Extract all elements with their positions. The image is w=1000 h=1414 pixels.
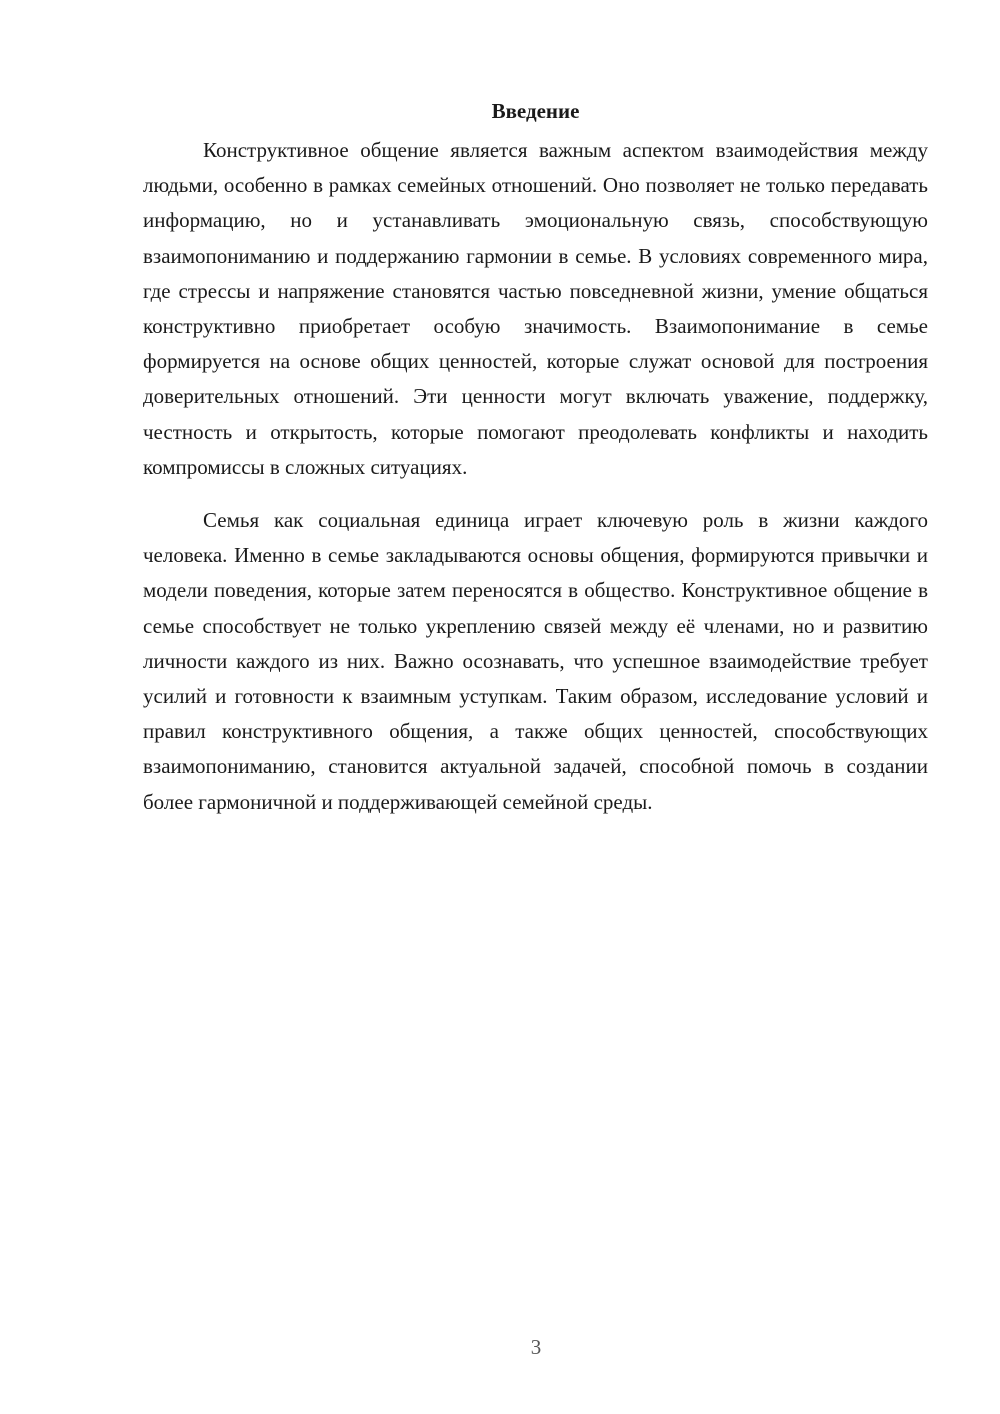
paragraph-1: Конструктивное общение является важным аспектом взаимодействия между людьми, особенно в рамках семейных отношений. Оно позволяет не только передавать информацию, но и устанавливать эмоциональную связь, способствующую взаимопониманию и поддержанию гармонии в семье. В условиях современного мира, где стрессы и напряжение становятся частью повседневной жизни, умение общаться конструктивно приобретает особую значимость. Взаимопонимание в семье формируется на основе общих ценностей, которые служат основой для построения доверительных отношений. Эти ценности могут включать уважение, поддержку, честность и открытость, которые помогают преодолевать конфликты и находить компромиссы в сложных ситуациях. [143, 138, 928, 479]
section-heading: Введение [491, 99, 580, 123]
page-number: 3 [530, 1335, 542, 1359]
paragraph-2: Семья как социальная единица играет ключевую роль в жизни каждого человека. Именно в семье закладываются основы общения, формируются привычки и модели поведения, которые затем переносятся в общество. Конструктивное общение в семье способствует не только укреплению связей между её членами, но и развитию личности каждого из них. Важно осознавать, что успешное взаимодействие требует усилий и готовности к взаимным уступкам. Таким образом, исследование условий и правил конструктивного общения, а также общих ценностей, способствующих взаимопониманию, становится актуальной задачей, способной помочь в создании более гармоничной и поддерживающей семейной среды. [143, 508, 928, 814]
page-content [143, 96, 928, 820]
